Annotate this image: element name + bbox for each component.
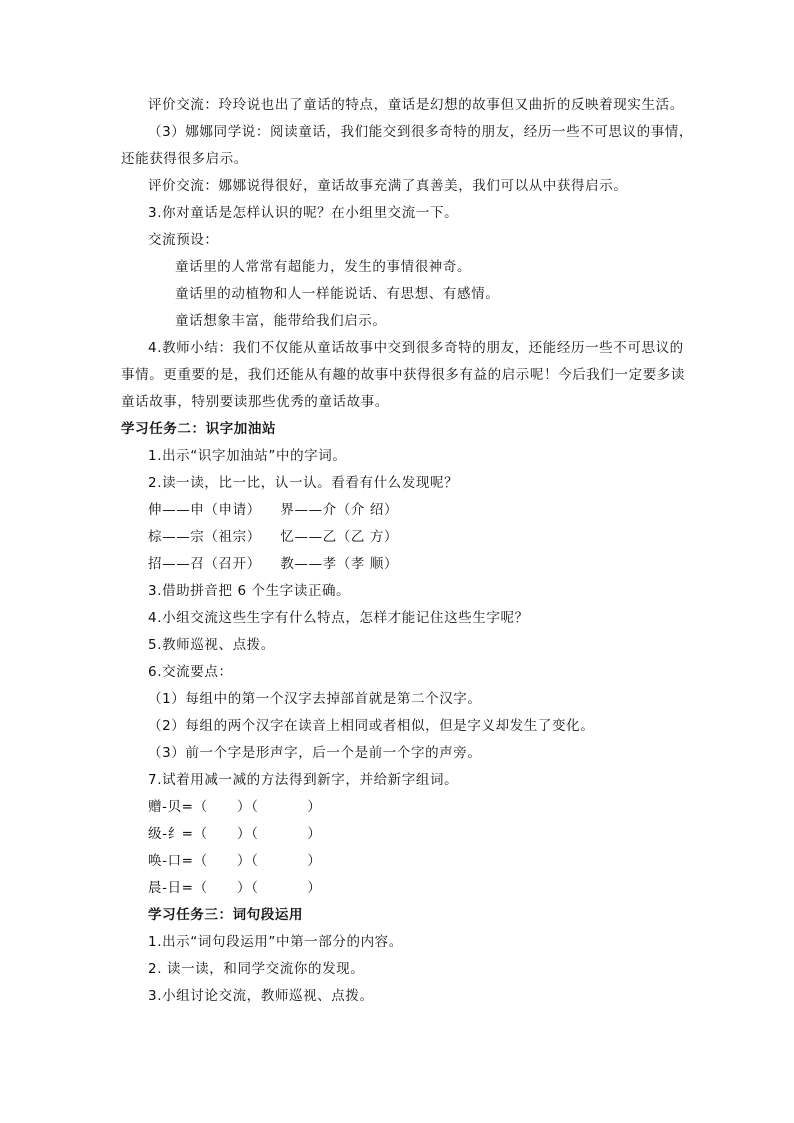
text-line: 4.小组交流这些生字有什么特点，怎样才能记住这些生字呢？ (148, 610, 529, 626)
text-line: 童话故事，特别要读那些优秀的童话故事。 (121, 394, 389, 410)
section-heading: 学习任务三：词句段运用 (148, 907, 304, 923)
text-line: 4.教师小结：我们不仅能从童话故事中交到很多奇特的朋友，还能经历一些不可思议的 (148, 340, 684, 356)
text-line: 童话想象丰富，能带给我们启示。 (175, 313, 387, 329)
text-line: 事情。更重要的是，我们还能从有趣的故事中获得很多有益的启示呢！今后我们一定要多读 (121, 367, 685, 383)
text-line: 交流预设： (148, 232, 219, 248)
text-line: （3）娜娜同学说：阅读童话，我们能交到很多奇特的朋友，经历一些不可思议的事情， (148, 124, 693, 140)
text-line: 童话里的动植物和人一样能说话、有思想、有感情。 (175, 286, 500, 302)
text-line: 7.试着用减一减的方法得到新字，并给新字组词。 (148, 772, 459, 788)
exercise-row: 晨-日=（ ）（ ） (148, 880, 322, 896)
char-pair-row: 招——召（召开） 教——孝（孝 顺） (148, 556, 399, 572)
text-line: 2. 读一读，和同学交流你的发现。 (148, 961, 365, 977)
exercise-row: 赠-贝=（ ）（ ） (148, 799, 322, 815)
text-line: 评价交流：玲玲说也出了童话的特点，童话是幻想的故事但又曲折的反映着现实生活。 (148, 97, 684, 113)
text-line: （3）前一个字是形声字，后一个是前一个字的声旁。 (148, 745, 482, 761)
text-line: 5.教师巡视、点拨。 (148, 637, 275, 653)
char-pair-row: 伸——申（申请） 界——介（介 绍） (148, 502, 399, 518)
text-line: 评价交流：娜娜说得很好，童话故事充满了真善美，我们可以从中获得启示。 (148, 178, 628, 194)
char-pair-row: 棕——宗（祖宗） 忆——乙（乙 方） (148, 529, 399, 545)
text-line: 1.出示“词句段运用”中第一部分的内容。 (148, 934, 403, 950)
text-line: 6.交流要点： (148, 664, 233, 680)
text-line: 3.小组讨论交流，教师巡视、点拨。 (148, 988, 374, 1004)
text-line: 童话里的人常常有超能力，发生的事情很神奇。 (175, 259, 472, 275)
text-line: （1）每组中的第一个汉字去掉部首就是第二个汉字。 (148, 691, 482, 707)
text-line: 还能获得很多启示。 (121, 151, 248, 167)
text-line: 3.借助拼音把 6 个生字读正确。 (148, 583, 351, 599)
exercise-row: 唤-口=（ ）（ ） (148, 853, 322, 869)
text-line: 2.读一读，比一比，认一认。看看有什么发现呢？ (148, 475, 459, 491)
text-line: 1.出示“识字加油站”中的字词。 (148, 448, 347, 464)
text-line: （2）每组的两个汉字在读音上相同或者相似，但是字义却发生了变化。 (148, 718, 595, 734)
text-line: 3.你对童话是怎样认识的呢？在小组里交流一下。 (148, 205, 459, 221)
exercise-row: 级-纟=（ ）（ ） (148, 826, 322, 842)
section-heading: 学习任务二：识字加油站 (121, 421, 277, 437)
